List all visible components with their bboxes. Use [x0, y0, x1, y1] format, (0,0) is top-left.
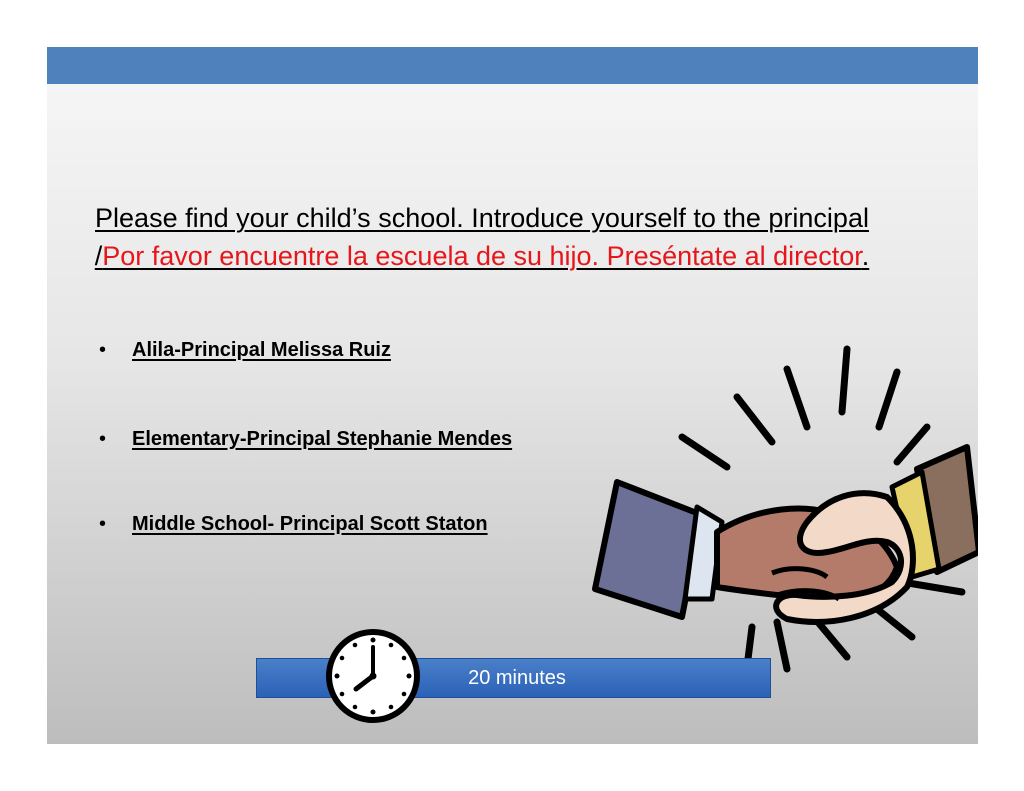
- timer-label: 20 minutes: [468, 667, 566, 689]
- bullet-marker: •: [99, 513, 107, 535]
- bullet-text: Elementary-Principal Stephanie Mendes: [132, 428, 513, 450]
- header-accent-bar: [47, 47, 978, 84]
- bullet-marker: •: [99, 428, 107, 450]
- bullet-text: Alila-Principal Melissa Ruiz: [132, 339, 391, 361]
- slide-title: [87, 199, 877, 275]
- slide: [47, 47, 978, 744]
- bullet-marker: •: [99, 339, 107, 361]
- title-english: Please find your child’s school. Introduce yourself to the principal /: [94, 203, 869, 271]
- title-spanish: Por favor encuentre la escuela de su hijo. Preséntate al director: [102, 241, 862, 271]
- handshake-icon: [587, 337, 978, 687]
- bullet-text: Middle School- Principal Scott Staton: [132, 513, 488, 535]
- clock-icon: [326, 629, 420, 723]
- title-period: .: [861, 241, 870, 271]
